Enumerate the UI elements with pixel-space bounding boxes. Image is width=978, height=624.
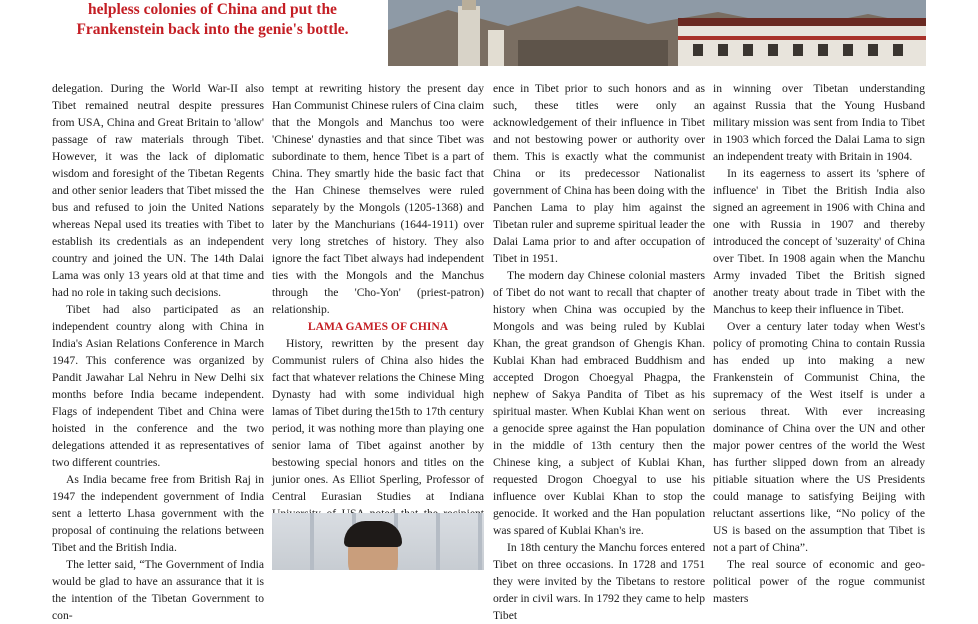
paragraph: Over a century later today when West's policy of promoting China to contain Russia has ended up into making a new Frankenstein of Communist China, the supremacy of the West itself is under a serious threat. With ever increasing dominance of China over the UN and other major power centres of the world the West has further slipped down from an already pitiable situation where the US Presidents could manage to satisfying Beijing with reluctant assertions like, “No policy of the US is based on the assumption that Tibet is not a part of China”.	[713, 320, 925, 554]
paragraph: Tibet had also participated as an independent country along with China in India's Asian Relations Conference in March 1947. This conference was organized by Pandit Jawahar Lal Nehru in New Delhi six months before India became independent. Flags of independent Tibet and China were hoisted in the conference and the two delegations attended it as representatives of two different countries.	[52, 303, 264, 469]
section-subhead: LAMA GAMES OF CHINA	[307, 320, 449, 333]
paragraph: In its eagerness to assert its 'sphere of influence' in Tibet the British India also signed an agreement in 1906 with China and one with Russia in 1907 and thereby introduced the concept of 'suzeraity' of China over Tibet. In 1908 again when the Manchu Army invaded Tibet the British signed another treaty about trade in Tibet with the Manchus to keep their influence in Tibet.	[713, 167, 925, 316]
article-column-4	[713, 80, 925, 607]
paragraph: tempt at rewriting history the present day Han Communist Chinese rulers of Cina claim that the Mongols and Manchus too were 'Chinese' dynasties and that since Tibet was subordinate to them, hence Tibet is a part of China. They smartly hide the basic fact that the Han Chinese themselves were ruled separately by the Mongols (1205-1368) and later by the Manchurians (1644-1911) over very long stretches of history. They also ignore the fact Tibet always had independent ties with the Mongols and the Manchus through the 'Cho-Yon' (priest-patron) relationship.	[272, 82, 484, 316]
article-column-3	[493, 80, 705, 624]
article-column-1	[52, 80, 264, 624]
paragraph: In 18th century the Manchu forces entered Tibet on three occasions. In 1728 and 1751 they were invited by the Tibetans to restore order in civil wars. In 1792 they came to help Tibet	[493, 541, 705, 622]
article-headline	[40, 0, 385, 44]
paragraph: The letter said, “The Government of India would be glad to have an assurance that it is the intention of the Tibetan Government to con-	[52, 558, 264, 622]
person-hair	[344, 521, 402, 547]
paragraph: The real source of economic and geo-political power of the rogue communist masters	[713, 558, 925, 605]
photo-illustration	[388, 0, 926, 66]
article-column-2	[272, 80, 484, 539]
paragraph: The modern day Chinese colonial masters of Tibet do not want to recall that chapter of history when China was occupied by the Mongols and was being ruled by Kublai Khan, the great grandson of Ghengis Khan. Kublai Khan had embraced Buddhism and accepted Drogon Choegyal Phagpa, the nephew of Sakya Pandita of Tibet as his spiritual master. When Kublai Khan went on a genocide spree against the Han population in the middle of 13th century then the Chinese king, a subject of Kublai Khan, requested Drogon Choegyal to use his influence over Kublai Khan to stop the genocide. It worked and the Han population was spared of Kublai Khan's ire.	[493, 269, 705, 537]
paragraph: in winning over Tibetan understanding against Russia that the Young Husband military mission was sent from India to Tibet in 1903 which forced the Dalai Lama to sign an independent treaty with Britain in 1904.	[713, 82, 925, 163]
headline-line-1: helpless colonies of China and put the	[88, 1, 337, 18]
tibet-landscape-photo	[388, 0, 926, 66]
headline-line-2: Frankenstein back into the genie's bottle.	[76, 21, 349, 38]
portrait-photo	[272, 513, 484, 570]
paragraph: As India became free from British Raj in 1947 the independent government of India sent a letterto Lhasa government with the proposal of continuing the relations between Tibet and the British India.	[52, 473, 264, 554]
paragraph: delegation. During the World War-II also Tibet remained neutral despite pressures from USA, China and Great Britain to 'allow' passage of raw materials through Tibet. However, it was the lack of diplomatic wisdom and foresight of the Tibetan Regents and other senior leaders that Tibet missed the bus and refused to join the United Nations whereas Nepal used its treaties with Tibet to establish its credentials as an independent country and joined the UN. The 14th Dalai Lama was only 13 years old at that time and had no role in taking such decisions.	[52, 82, 264, 299]
paragraph: ence in Tibet prior to such honors and as such, these titles were only an acknowledgement of their influence in Tibet and not bestowing power or authority over them. This is exactly what the communist China or its predecessor Nationalist government of China has been doing with the Panchen Lama to play him against the Tibetan ruler and supreme spiritual leader the Dalai Lama prior to and after occupation of Tibet in 1951.	[493, 82, 705, 265]
paragraph: History, rewritten by the present day Communist rulers of China also hides the fact that whatever relations the Chinese Ming Dynasty had with some individual high lamas of Tibet during the15th to 17th century period, it was nothing more than playing one senior lama of Tibet against another by bestowing special honors and titles on the junior ones. As Elliot Sperling, Professor of Central Eurasian Studies at Indiana	[272, 337, 484, 503]
